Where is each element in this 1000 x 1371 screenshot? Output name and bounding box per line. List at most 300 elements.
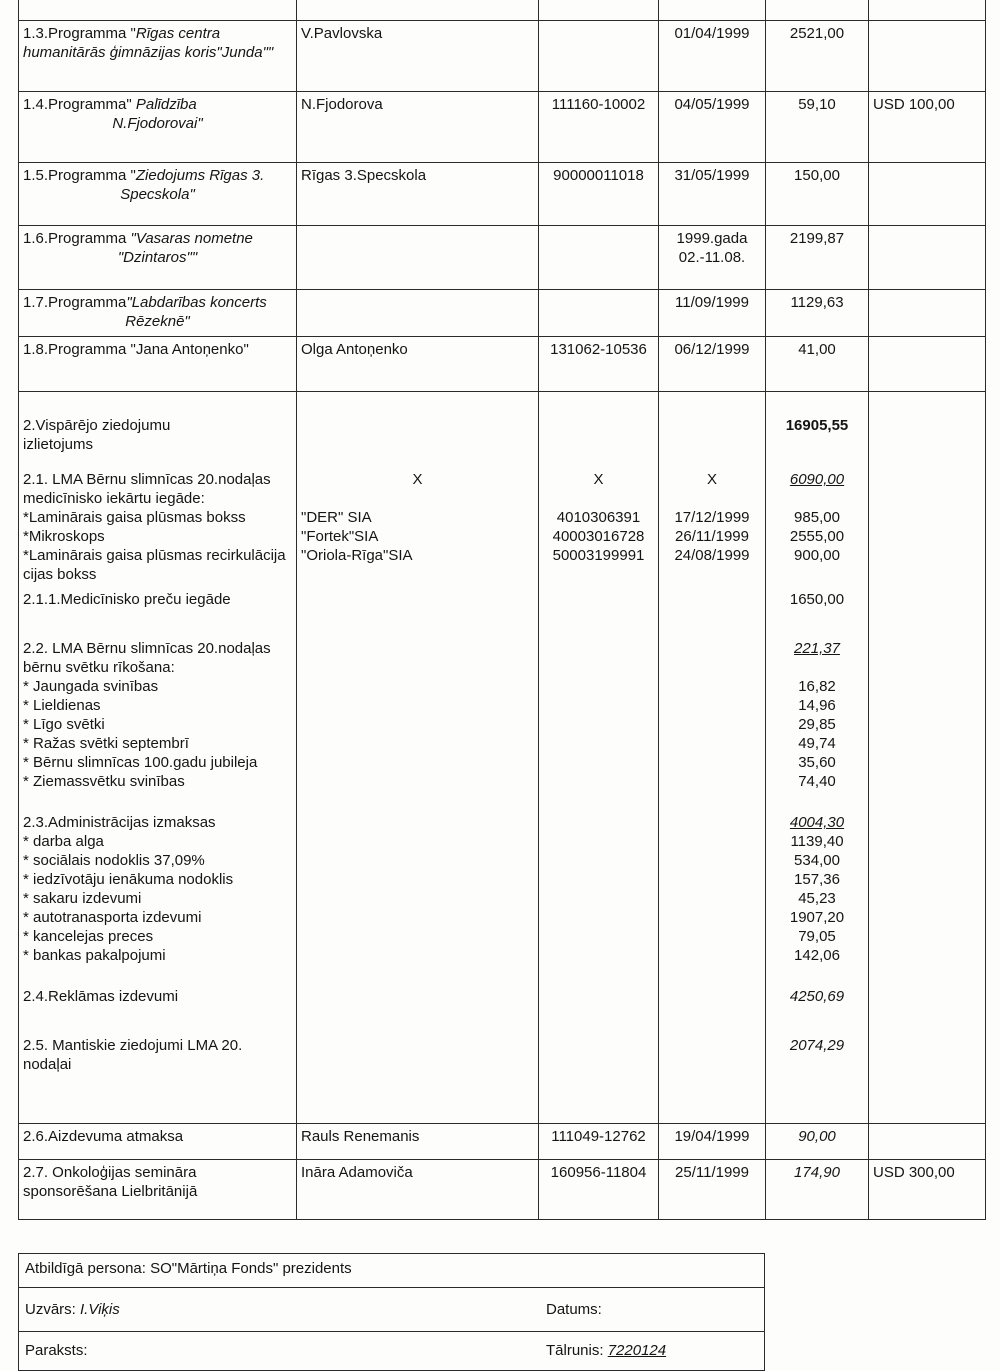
table-row <box>19 509 986 528</box>
table-cell: 17/12/1999 <box>659 509 766 528</box>
table-cell <box>659 134 766 162</box>
table-cell <box>19 225 297 249</box>
table-cell <box>539 871 659 890</box>
table-cell <box>659 313 766 332</box>
table-cell: 79,05 <box>766 928 869 947</box>
table-cell <box>659 610 766 640</box>
table-row <box>19 249 986 268</box>
table-cell <box>659 1183 766 1202</box>
table-cell: 2.1. LMA Bērnu slimnīcas 20.nodaļas <box>19 471 297 490</box>
table-cell <box>539 735 659 754</box>
table-cell: 16,82 <box>766 678 869 697</box>
table-cell <box>659 659 766 678</box>
table-cell: 41,00 <box>766 336 869 360</box>
table-cell <box>539 610 659 640</box>
table-cell: 1139,40 <box>766 833 869 852</box>
table-cell <box>659 436 766 455</box>
table-cell <box>19 1202 297 1219</box>
table-cell: 24/08/1999 <box>659 547 766 566</box>
table-row <box>19 988 986 1007</box>
text-segment: Palīdzība <box>135 96 197 113</box>
table-cell <box>297 115 539 134</box>
table-cell: 4250,69 <box>766 988 869 1007</box>
table-cell <box>297 833 539 852</box>
table-cell <box>766 1183 869 1202</box>
table-cell: * bankas pakalpojumi <box>19 947 297 966</box>
table-cell: 1129,63 <box>766 289 869 313</box>
table-cell <box>869 225 986 249</box>
table-cell: * Līgo svētki <box>19 716 297 735</box>
table-cell <box>659 44 766 63</box>
table-row <box>19 186 986 205</box>
table-row <box>19 44 986 63</box>
table-cell <box>659 455 766 471</box>
table-cell: 131062-10536 <box>539 336 659 360</box>
table-cell <box>297 249 539 268</box>
table-cell <box>869 591 986 610</box>
text-segment: 1.3.Programma " <box>23 25 136 42</box>
table-cell <box>19 1007 297 1037</box>
table-cell <box>869 1123 986 1147</box>
table-cell <box>869 792 986 814</box>
table-cell: 11/09/1999 <box>659 289 766 313</box>
table-cell: 90000011018 <box>539 162 659 186</box>
table-cell <box>659 391 766 417</box>
table-row <box>19 591 986 610</box>
table-cell <box>539 249 659 268</box>
table-row <box>19 1159 986 1183</box>
table-cell: 2.4.Reklāmas izdevumi <box>19 988 297 1007</box>
table-cell <box>869 268 986 289</box>
table-cell <box>297 268 539 289</box>
table-cell <box>297 1007 539 1037</box>
table-cell: Rīgas 3.Specskola <box>297 162 539 186</box>
table-cell <box>539 678 659 697</box>
table-cell <box>297 678 539 697</box>
table-row <box>19 417 986 436</box>
table-cell <box>297 360 539 391</box>
table-cell <box>297 988 539 1007</box>
table-row <box>19 947 986 966</box>
table-row <box>19 678 986 697</box>
table-cell: V.Pavlovska <box>297 20 539 44</box>
table-cell <box>766 115 869 134</box>
table-cell <box>19 792 297 814</box>
table-cell: 2.2. LMA Bērnu slimnīcas 20.nodaļas <box>19 640 297 659</box>
table-cell <box>659 871 766 890</box>
table-cell <box>766 455 869 471</box>
table-cell <box>869 44 986 63</box>
table-cell: 2.5. Mantiskie ziedojumi LMA 20. <box>19 1037 297 1056</box>
table-cell <box>539 988 659 1007</box>
table-cell <box>659 1007 766 1037</box>
table-cell: 25/11/1999 <box>659 1159 766 1183</box>
table-cell <box>659 754 766 773</box>
table-cell: * Lieldienas <box>19 697 297 716</box>
table-cell <box>539 773 659 792</box>
table-cell: bērnu svētku rīkošana: <box>19 659 297 678</box>
table-row <box>19 471 986 490</box>
table-row <box>19 909 986 928</box>
table-cell <box>766 436 869 455</box>
table-cell: "DER" SIA <box>297 509 539 528</box>
table-cell: 4010306391 <box>539 509 659 528</box>
table-cell <box>539 225 659 249</box>
table-cell: *Mikroskops <box>19 528 297 547</box>
text-segment: Rēzeknē" <box>125 313 190 330</box>
table-cell <box>539 833 659 852</box>
table-cell <box>539 436 659 455</box>
table-cell <box>869 249 986 268</box>
table-row <box>19 63 986 91</box>
table-cell <box>869 988 986 1007</box>
table-cell <box>297 928 539 947</box>
table-cell <box>766 313 869 332</box>
table-cell <box>19 205 297 225</box>
table-cell: 2.1.1.Medicīnisko preču iegāde <box>19 591 297 610</box>
table-cell: 50003199991 <box>539 547 659 566</box>
table-cell: N.Fjodorova <box>297 91 539 115</box>
table-cell <box>659 988 766 1007</box>
table-body <box>19 0 986 1219</box>
table-cell <box>659 773 766 792</box>
table-row <box>19 792 986 814</box>
table-cell: 2.7. Onkoloģijas semināra <box>19 1159 297 1183</box>
table-cell <box>297 852 539 871</box>
table-cell <box>297 966 539 988</box>
table-cell <box>297 490 539 509</box>
table-cell <box>869 1202 986 1219</box>
table-cell <box>297 697 539 716</box>
table-cell <box>19 162 297 186</box>
table-cell <box>19 63 297 91</box>
table-cell <box>539 591 659 610</box>
table-cell <box>869 528 986 547</box>
responsible-person-text: Atbildīgā persona: SO"Mārtiņa Fonds" prezidents <box>25 1259 352 1277</box>
table-cell <box>869 1075 986 1123</box>
table-cell <box>766 186 869 205</box>
table-cell <box>869 417 986 436</box>
table-cell <box>869 947 986 966</box>
table-cell: 174,90 <box>766 1159 869 1183</box>
table-cell <box>539 391 659 417</box>
table-cell: 142,06 <box>766 947 869 966</box>
table-cell: * autotranasporta izdevumi <box>19 909 297 928</box>
table-cell <box>869 754 986 773</box>
text-segment: "Dzintaros"" <box>117 249 198 266</box>
text-segment: N.Fjodorovai" <box>112 115 203 132</box>
table-row <box>19 205 986 225</box>
signature-label: Paraksts: <box>25 1342 88 1359</box>
table-cell <box>297 417 539 436</box>
table-cell <box>869 391 986 417</box>
text-segment: "Labdarības koncerts <box>126 294 267 311</box>
table-cell <box>539 1075 659 1123</box>
table-cell <box>869 716 986 735</box>
table-cell: USD 100,00 <box>869 91 986 115</box>
table-cell <box>539 1183 659 1202</box>
table-cell <box>869 890 986 909</box>
table-cell: 6090,00 <box>766 471 869 490</box>
table-cell <box>19 1147 297 1159</box>
table-cell: 04/05/1999 <box>659 91 766 115</box>
table-cell: *Laminārais gaisa plūsmas recirkulācija <box>19 547 297 566</box>
table-cell <box>869 814 986 833</box>
table-row <box>19 1147 986 1159</box>
text-segment: 1.6.Programma <box>23 230 131 247</box>
table-cell <box>297 890 539 909</box>
table-cell <box>539 20 659 44</box>
phone-field <box>546 1342 666 1359</box>
table-cell <box>539 754 659 773</box>
table-cell: Rauls Renemanis <box>297 1123 539 1147</box>
table-cell <box>539 697 659 716</box>
table-cell <box>869 1147 986 1159</box>
table-row <box>19 115 986 134</box>
table-cell <box>297 716 539 735</box>
table-cell <box>539 205 659 225</box>
table-cell <box>659 268 766 289</box>
table-cell: 26/11/1999 <box>659 528 766 547</box>
table-row <box>19 313 986 332</box>
table-cell <box>539 360 659 391</box>
table-cell <box>539 566 659 585</box>
table-cell <box>766 1007 869 1037</box>
table-row <box>19 134 986 162</box>
table-cell: 2555,00 <box>766 528 869 547</box>
table-cell <box>19 268 297 289</box>
table-row <box>19 528 986 547</box>
table-row <box>19 716 986 735</box>
table-cell <box>539 852 659 871</box>
table-cell <box>869 1056 986 1075</box>
table-cell: * Ziemassvētku svinības <box>19 773 297 792</box>
text-segment: 1.7.Programma <box>23 294 127 311</box>
table-cell <box>539 640 659 659</box>
table-cell <box>869 697 986 716</box>
table-cell <box>659 63 766 91</box>
table-cell <box>869 678 986 697</box>
table-cell <box>297 591 539 610</box>
table-cell <box>539 1202 659 1219</box>
table-cell <box>297 436 539 455</box>
table-cell <box>659 640 766 659</box>
table-cell <box>539 909 659 928</box>
table-cell <box>869 735 986 754</box>
table-cell <box>297 640 539 659</box>
table-cell <box>297 1202 539 1219</box>
table-cell <box>766 966 869 988</box>
table-cell <box>297 225 539 249</box>
table-cell: 900,00 <box>766 547 869 566</box>
table-cell <box>19 289 297 313</box>
table-cell <box>539 814 659 833</box>
table-row <box>19 966 986 988</box>
table-cell: USD 300,00 <box>869 1159 986 1183</box>
table-cell: X <box>297 471 539 490</box>
table-cell: 31/05/1999 <box>659 162 766 186</box>
table-row <box>19 1075 986 1123</box>
table-row <box>19 814 986 833</box>
table-cell <box>869 966 986 988</box>
table-cell <box>869 610 986 640</box>
table-cell <box>869 20 986 44</box>
table-cell <box>659 909 766 928</box>
table-cell <box>659 735 766 754</box>
table-cell <box>659 678 766 697</box>
table-cell: sponsorēšana Lielbritānijā <box>19 1183 297 1202</box>
table-cell <box>869 833 986 852</box>
table-cell <box>297 754 539 773</box>
table-cell <box>19 0 297 20</box>
table-cell <box>766 391 869 417</box>
table-cell: cijas bokss <box>19 566 297 585</box>
table-row <box>19 0 986 20</box>
surname-row <box>19 1288 764 1332</box>
table-row <box>19 20 986 44</box>
table-cell <box>766 659 869 678</box>
table-row <box>19 610 986 640</box>
table-cell <box>659 947 766 966</box>
table-cell <box>539 313 659 332</box>
table-row <box>19 490 986 509</box>
table-cell <box>539 947 659 966</box>
table-cell: 985,00 <box>766 509 869 528</box>
table-cell <box>659 591 766 610</box>
table-cell: 59,10 <box>766 91 869 115</box>
table-cell <box>659 833 766 852</box>
table-cell <box>766 44 869 63</box>
responsible-person-row <box>19 1254 764 1288</box>
table-cell <box>869 1007 986 1037</box>
table-cell <box>19 115 297 134</box>
table-cell <box>19 186 297 205</box>
table-cell <box>659 205 766 225</box>
table-cell: 534,00 <box>766 852 869 871</box>
table-cell: 2.Vispārējo ziedojumu <box>19 417 297 436</box>
table-cell: 16905,55 <box>766 417 869 436</box>
table-cell <box>539 44 659 63</box>
table-row <box>19 566 986 585</box>
table-cell <box>297 871 539 890</box>
table-row <box>19 547 986 566</box>
table-cell <box>659 928 766 947</box>
table-row <box>19 659 986 678</box>
table-cell <box>869 490 986 509</box>
table-cell <box>297 63 539 91</box>
table-cell <box>297 1147 539 1159</box>
table-cell <box>766 0 869 20</box>
text-segment: Rīgas centra <box>135 25 221 42</box>
table-cell <box>766 610 869 640</box>
table-cell <box>869 289 986 313</box>
table-cell <box>766 490 869 509</box>
table-cell <box>297 947 539 966</box>
table-cell <box>539 928 659 947</box>
table-cell <box>766 268 869 289</box>
table-cell <box>659 417 766 436</box>
table-cell: 2.3.Administrācijas izmaksas <box>19 814 297 833</box>
table-cell <box>766 249 869 268</box>
text-segment: 1.4.Programma" <box>23 96 136 113</box>
phone-value: 7220124 <box>607 1342 667 1359</box>
date-label: Datums: <box>546 1300 602 1318</box>
table-cell <box>297 735 539 754</box>
table-cell: * sociālais nodoklis 37,09% <box>19 852 297 871</box>
report-table <box>18 0 986 1220</box>
table-cell <box>766 134 869 162</box>
table-cell <box>869 162 986 186</box>
table-cell: 14,96 <box>766 697 869 716</box>
table-row <box>19 735 986 754</box>
table-cell <box>766 205 869 225</box>
table-cell <box>766 360 869 391</box>
table-row <box>19 773 986 792</box>
table-cell <box>539 966 659 988</box>
table-cell <box>659 966 766 988</box>
table-cell <box>297 659 539 678</box>
table-cell: 2.6.Aizdevuma atmaksa <box>19 1123 297 1147</box>
table-cell: * Bērnu slimnīcas 100.gadu jubileja <box>19 754 297 773</box>
table-cell <box>869 436 986 455</box>
table-cell <box>297 313 539 332</box>
table-cell <box>539 792 659 814</box>
table-row <box>19 754 986 773</box>
table-cell: 4004,30 <box>766 814 869 833</box>
table-row <box>19 360 986 391</box>
table-cell: 2521,00 <box>766 20 869 44</box>
table-cell <box>659 1147 766 1159</box>
table-cell <box>766 63 869 91</box>
table-cell: * Jaungada svinības <box>19 678 297 697</box>
table-row <box>19 1202 986 1219</box>
table-cell <box>659 566 766 585</box>
table-row <box>19 1056 986 1075</box>
table-cell <box>869 928 986 947</box>
table-cell <box>869 566 986 585</box>
table-cell <box>539 890 659 909</box>
table-cell <box>869 640 986 659</box>
table-row <box>19 391 986 417</box>
table-cell <box>869 360 986 391</box>
table-cell: 150,00 <box>766 162 869 186</box>
table-row <box>19 852 986 871</box>
table-cell <box>539 115 659 134</box>
table-cell: 111049-12762 <box>539 1123 659 1147</box>
table-cell <box>297 455 539 471</box>
table-cell: nodaļai <box>19 1056 297 1075</box>
table-cell <box>19 313 297 332</box>
table-cell <box>539 1037 659 1056</box>
table-cell <box>659 792 766 814</box>
table-cell <box>297 186 539 205</box>
table-cell: * darba alga <box>19 833 297 852</box>
table-cell: * Ražas svētki septembrī <box>19 735 297 754</box>
table-cell <box>869 871 986 890</box>
table-cell <box>19 610 297 640</box>
table-cell <box>766 566 869 585</box>
table-row <box>19 1037 986 1056</box>
table-cell <box>297 1183 539 1202</box>
table-row <box>19 268 986 289</box>
table-cell <box>297 792 539 814</box>
table-cell: X <box>539 471 659 490</box>
table-row <box>19 162 986 186</box>
table-cell <box>297 909 539 928</box>
table-cell <box>659 1075 766 1123</box>
table-cell <box>869 1037 986 1056</box>
table-cell: * kancelejas preces <box>19 928 297 947</box>
